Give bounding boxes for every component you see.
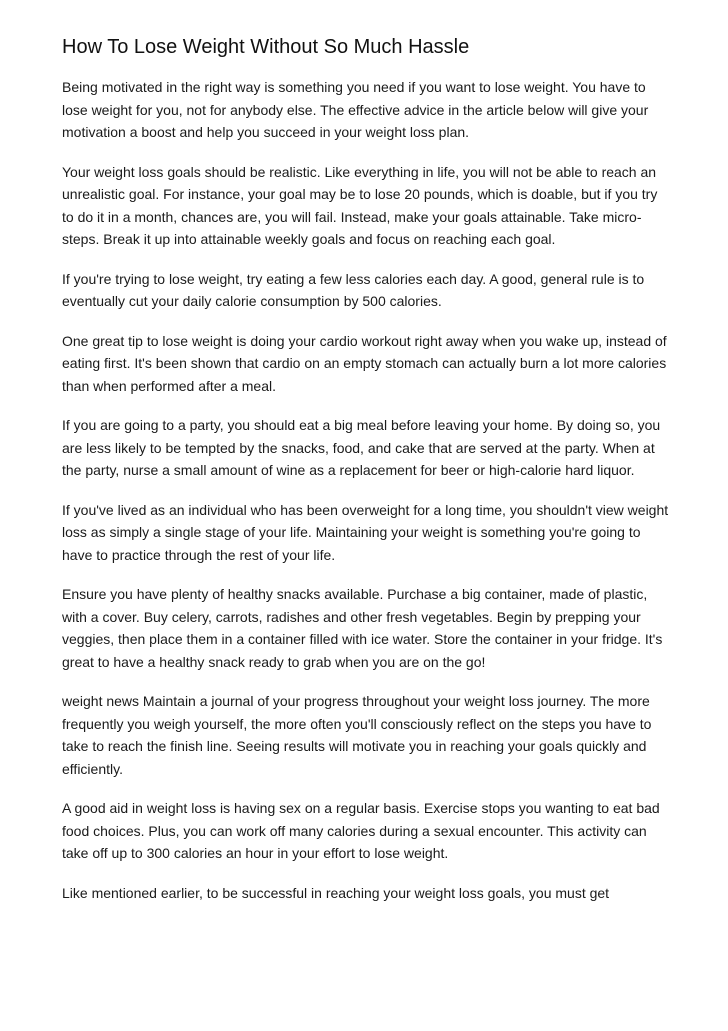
document-page xyxy=(62,34,672,921)
paragraph: If you're trying to lose weight, try eating a few less calories each day. A good, general rule is to eventually cut your daily calorie consumption by 500 calories. xyxy=(62,270,645,309)
paragraph: If you've lived as an individual who has been overweight for a long time, you shouldn't view weight loss as simply a single stage of your life. Maintaining your weight is something you're going to have to practice through the rest of your life. xyxy=(62,501,669,563)
paragraph: Like mentioned earlier, to be successful in reaching your weight loss goals, you must get xyxy=(62,884,610,901)
paragraph: A good aid in weight loss is having sex on a regular basis. Exercise stops you wanting to eat bad food choices. Plus, you can work off many calories during a sexual encounter. This activity can take off up to 300 calories an hour in your effort to lose weight. xyxy=(62,800,660,861)
paragraph: Your weight loss goals should be realistic. Like everything in life, you will not be able to reach an unrealistic goal. For instance, your goal may be to lose 20 pounds, which is doable, but if you try to do it in a month, chances are, you will fail. Instead, make your goals attainable. Take micro-steps. Break it up into attainable weekly goals and focus on reaching each goal. xyxy=(62,163,658,247)
paragraph: weight news Maintain a journal of your progress throughout your weight loss journey. The more frequently you weigh yourself, the more often you'll consciously reflect on the steps you have to take to reach the finish line. Seeing results will motivate you in reaching your goals quickly and efficiently. xyxy=(62,693,652,777)
paragraph: Being motivated in the right way is something you need if you want to lose weight. You have to lose weight for you, not for anybody else. The effective advice in the article below will give your motivation a boost and help you succeed in your weight loss plan. xyxy=(62,79,649,140)
document-title: How To Lose Weight Without So Much Hassle xyxy=(62,36,470,58)
paragraph: One great tip to lose weight is doing your cardio workout right away when you wake up, instead of eating first. It's been shown that cardio on an empty stomach can actually burn a lot more calories than when performed after a meal. xyxy=(62,332,667,394)
paragraph: If you are going to a party, you should eat a big meal before leaving your home. By doing so, you are less likely to be tempted by the snacks, food, and cake that are served at the party. When at the party, nurse a small amount of wine as a replacement for beer or high-calorie hard liquor. xyxy=(62,417,661,478)
paragraph: Ensure you have plenty of healthy snacks available. Purchase a big container, made of plastic, with a cover. Buy celery, carrots, radishes and other fresh vegetables. Begin by prepping your veggies, then place them in a container filled with ice water. Store the container in your fridge. It's great to have a healthy snack ready to grab when you are on the go! xyxy=(62,586,663,670)
